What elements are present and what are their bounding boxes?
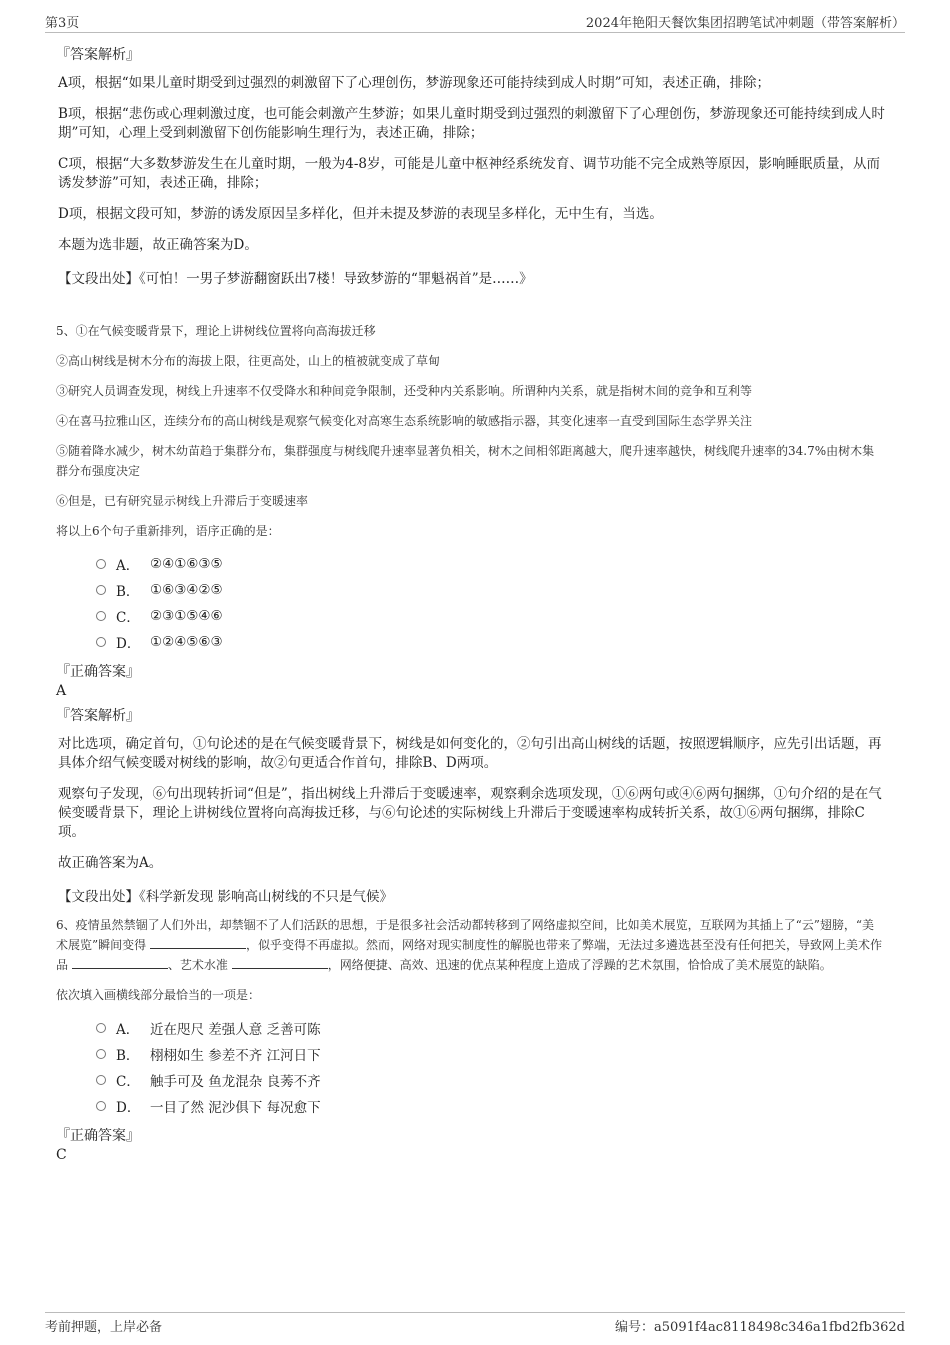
radio-icon[interactable] xyxy=(96,559,106,569)
page-header xyxy=(45,10,905,33)
correct-answer: C xyxy=(56,1147,67,1163)
correct-answer-label: 『正确答案』 xyxy=(56,664,140,680)
q5-option-d[interactable]: D． ①②④⑤⑥③ xyxy=(96,629,886,655)
analysis-paragraph: 对比选项，确定首句，①句论述的是在气候变暖背景下，树线是如何变化的，②句引出高山树线的话题，按照逻辑顺序，应先引出话题，再具体介绍气候变暖对树线的影响，故②句更适合作首句，排除B、D两项。 xyxy=(58,736,882,771)
analysis-paragraph: 观察句子发现，⑥句出现转折词“但是”，指出树线上升滞后于变暖速率，观察剩余选项发现，①⑥两句或④⑥两句捆绑，①句介绍的是在气候变暖背景下，理论上讲树线位置将向高海拔迁移，与⑥句论述的实际树线上升滞后于变暖速率构成转折关系，故①⑥两句捆绑，排除C项。 xyxy=(58,786,882,840)
document-title: 2024年艳阳天餐饮集团招聘笔试冲刺题（带答案解析） xyxy=(585,15,905,31)
analysis-paragraph: 故正确答案为A。 xyxy=(58,855,163,871)
document-id: 编号：a5091f4ac8118498c346a1fbd2fb362d xyxy=(615,1320,905,1335)
q6-option-a[interactable]: A． 近在咫尺 差强人意 乏善可陈 xyxy=(96,1015,886,1041)
radio-icon[interactable] xyxy=(96,1023,106,1033)
page-footer xyxy=(45,1312,905,1335)
footer-slogan: 考前押题，上岸必备 xyxy=(45,1320,163,1335)
analysis-paragraph: B项，根据“悲伤或心理刺激过度，也可能会刺激产生梦游；如果儿童时期受到过强烈的刺激留下了心理创伤，梦游现象还可能持续到成人时期”可知，心理上受到刺激留下创伤能影响生理行为，表述正确，排除； xyxy=(58,106,885,141)
radio-icon[interactable] xyxy=(96,1049,106,1059)
q6-prompt: 依次填入画横线部分最恰当的一项是： xyxy=(56,988,261,1002)
q5-option-b[interactable]: B． ①⑥③④②⑤ xyxy=(96,577,886,603)
page-content xyxy=(56,44,886,1169)
source-citation: 【文段出处】《可怕！一男子梦游翻窗跃出7楼！导致梦游的“罪魁祸首”是……》 xyxy=(58,271,533,287)
fill-blank-3[interactable] xyxy=(232,956,328,969)
page-number: 第3页 xyxy=(45,15,80,31)
correct-answer: A xyxy=(56,683,67,699)
analysis-paragraph: D项，根据文段可知，梦游的诱发原因呈多样化，但并未提及梦游的表现呈多样化，无中生有，当选。 xyxy=(58,206,663,222)
analysis-label: 『答案解析』 xyxy=(56,47,140,63)
analysis-label: 『答案解析』 xyxy=(56,708,140,724)
correct-answer-label: 『正确答案』 xyxy=(56,1128,140,1144)
q5-sentence: ⑥但是，已有研究显示树线上升滞后于变暖速率 xyxy=(56,494,309,508)
fill-blank-1[interactable] xyxy=(150,936,246,949)
analysis-paragraph: 本题为选非题，故正确答案为D。 xyxy=(58,237,258,253)
q5-options xyxy=(96,551,886,655)
fill-blank-2[interactable] xyxy=(72,956,168,969)
q5-option-a[interactable]: A． ②④①⑥③⑤ xyxy=(96,551,886,577)
radio-icon[interactable] xyxy=(96,1075,106,1085)
analysis-paragraph: C项，根据“大多数梦游发生在儿童时期，一般为4-8岁，可能是儿童中枢神经系统发育、调节功能不完全成熟等原因，影响睡眠质量，从而诱发梦游”可知，表述正确，排除； xyxy=(58,156,880,191)
q5-sentence: 5、①在气候变暖背景下，理论上讲树线位置将向高海拔迁移 xyxy=(56,324,376,338)
q5-prompt: 将以上6个句子重新排列，语序正确的是： xyxy=(56,524,280,538)
q6-option-d[interactable]: D． 一目了然 泥沙俱下 每况愈下 xyxy=(96,1093,886,1119)
q5-sentence: ③研究人员调查发现，树线上升速率不仅受降水和种间竞争限制，还受种内关系影响。所谓种内关系，就是指树木间的竞争和互利等 xyxy=(56,384,753,398)
radio-icon[interactable] xyxy=(96,1101,106,1111)
radio-icon[interactable] xyxy=(96,611,106,621)
q6-stem: 6、疫情虽然禁锢了人们外出，却禁锢不了人们活跃的思想，于是很多社会活动都转移到了网络虚拟空间，比如美术展览，互联网为其插上了“云”翅膀，“美术展览”瞬间变得 ，似乎变得不再虚拟。然而，网络对现实制度性的解脱也带来了弊端，无法过多遴选甚至没有任何把关，导致网上美术作品 、艺术水准 ，网络便捷、高效、迅速的优点某种程度上造成了浮躁的艺术氛围，恰恰成了美术展览的缺陷。 xyxy=(56,918,882,972)
q5-sentence: ②高山树线是树木分布的海拔上限，往更高处，山上的植被就变成了草甸 xyxy=(56,354,441,368)
analysis-paragraph: A项，根据“如果儿童时期受到过强烈的刺激留下了心理创伤，梦游现象还可能持续到成人时期”可知，表述正确，排除； xyxy=(58,75,771,91)
q5-option-c[interactable]: C． ②③①⑤④⑥ xyxy=(96,603,886,629)
q5-sentence: ④在喜马拉雅山区，连续分布的高山树线是观察气候变化对高寒生态系统影响的敏感指示器，其变化速率一直受到国际生态学界关注 xyxy=(56,414,753,428)
radio-icon[interactable] xyxy=(96,585,106,595)
q6-option-c[interactable]: C． 触手可及 鱼龙混杂 良莠不齐 xyxy=(96,1067,886,1093)
q6-option-b[interactable]: B． 栩栩如生 参差不齐 江河日下 xyxy=(96,1041,886,1067)
radio-icon[interactable] xyxy=(96,637,106,647)
source-citation: 【文段出处】《科学新发现 影响高山树线的不只是气候》 xyxy=(58,889,394,905)
q5-sentence: ⑤随着降水减少，树木幼苗趋于集群分布，集群强度与树线爬升速率显著负相关，树木之间相邻距离越大，爬升速率越快，树线爬升速率的34.7%由树木集群分布强度决定 xyxy=(56,444,875,478)
q6-options xyxy=(96,1015,886,1119)
